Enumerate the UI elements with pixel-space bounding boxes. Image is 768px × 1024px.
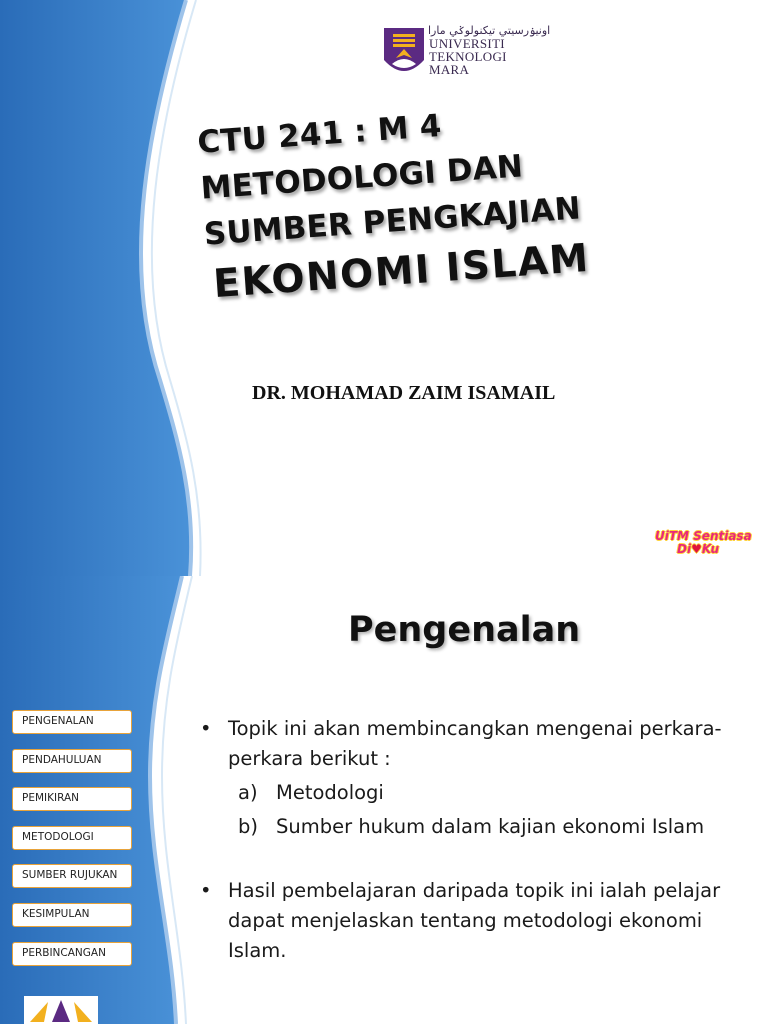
uitm-logo [382, 24, 551, 82]
logo-line1: UNIVERSITI [429, 36, 505, 51]
uitm-crest-icon [382, 24, 426, 82]
title-line-4: EKONOMI ISLAM [211, 235, 592, 308]
nav-sumber-rujukan[interactable]: SUMBER RUJUKAN [12, 864, 132, 888]
logo-line2: TEKNOLOGI [429, 49, 507, 64]
title-course-code: CTU 241 : M 4 [196, 107, 443, 161]
slogan-logo [655, 530, 752, 556]
sub-item-text: Metodologi [276, 781, 384, 804]
sub-item-marker: b) [238, 815, 258, 838]
slide-heading: Pengenalan [348, 610, 581, 650]
topic-nav [12, 710, 132, 980]
nav-kesimpulan[interactable]: KESIMPULAN [12, 903, 132, 927]
slogan-line1: UiTM Sentiasa [655, 529, 752, 543]
nav-pengenalan[interactable]: PENGENALAN [12, 710, 132, 734]
sub-item [200, 812, 760, 842]
content-slide [0, 576, 768, 1024]
bullet-item [200, 714, 760, 774]
logo-university-name [429, 37, 507, 76]
nav-perbincangan[interactable]: PERBINCANGAN [12, 942, 132, 966]
slogan-ku: Ku [701, 542, 720, 556]
nav-pendahuluan[interactable]: PENDAHULUAN [12, 749, 132, 773]
bullet-text: Hasil pembelajaran daripada topik ini ialah pelajar dapat menjelaskan tentang metodologi ekonomi Islam. [228, 879, 721, 962]
bullet-item [200, 876, 760, 966]
slogan-di: Di [677, 542, 692, 556]
bullet-marker: • [200, 879, 212, 902]
bullet-marker: • [200, 717, 212, 740]
slide-body [200, 714, 760, 966]
author-name: DR. MOHAMAD ZAIM ISAMAIL [252, 382, 556, 404]
nav-pemikiran[interactable]: PEMIKIRAN [12, 787, 132, 811]
heart-icon: ♥ [691, 542, 702, 556]
bullet-text: Topik ini akan membincangkan mengenai perkara-perkara berikut : [228, 717, 722, 770]
logo-arabic-text: اونيۏرسيتي تيكنولوݢي مارا [428, 24, 551, 37]
sub-item-marker: a) [238, 781, 258, 804]
corner-emblem-icon [24, 996, 98, 1024]
logo-line3: MARA [429, 62, 470, 77]
title-line-3: SUMBER PENGKAJIAN [202, 190, 582, 253]
title-line-2: METODOLOGI DAN [199, 148, 525, 207]
sub-item-text: Sumber hukum dalam kajian ekonomi Islam [276, 815, 705, 838]
sub-item [200, 778, 760, 808]
nav-metodologi[interactable]: METODOLOGI [12, 826, 132, 850]
slide-title [196, 93, 591, 311]
